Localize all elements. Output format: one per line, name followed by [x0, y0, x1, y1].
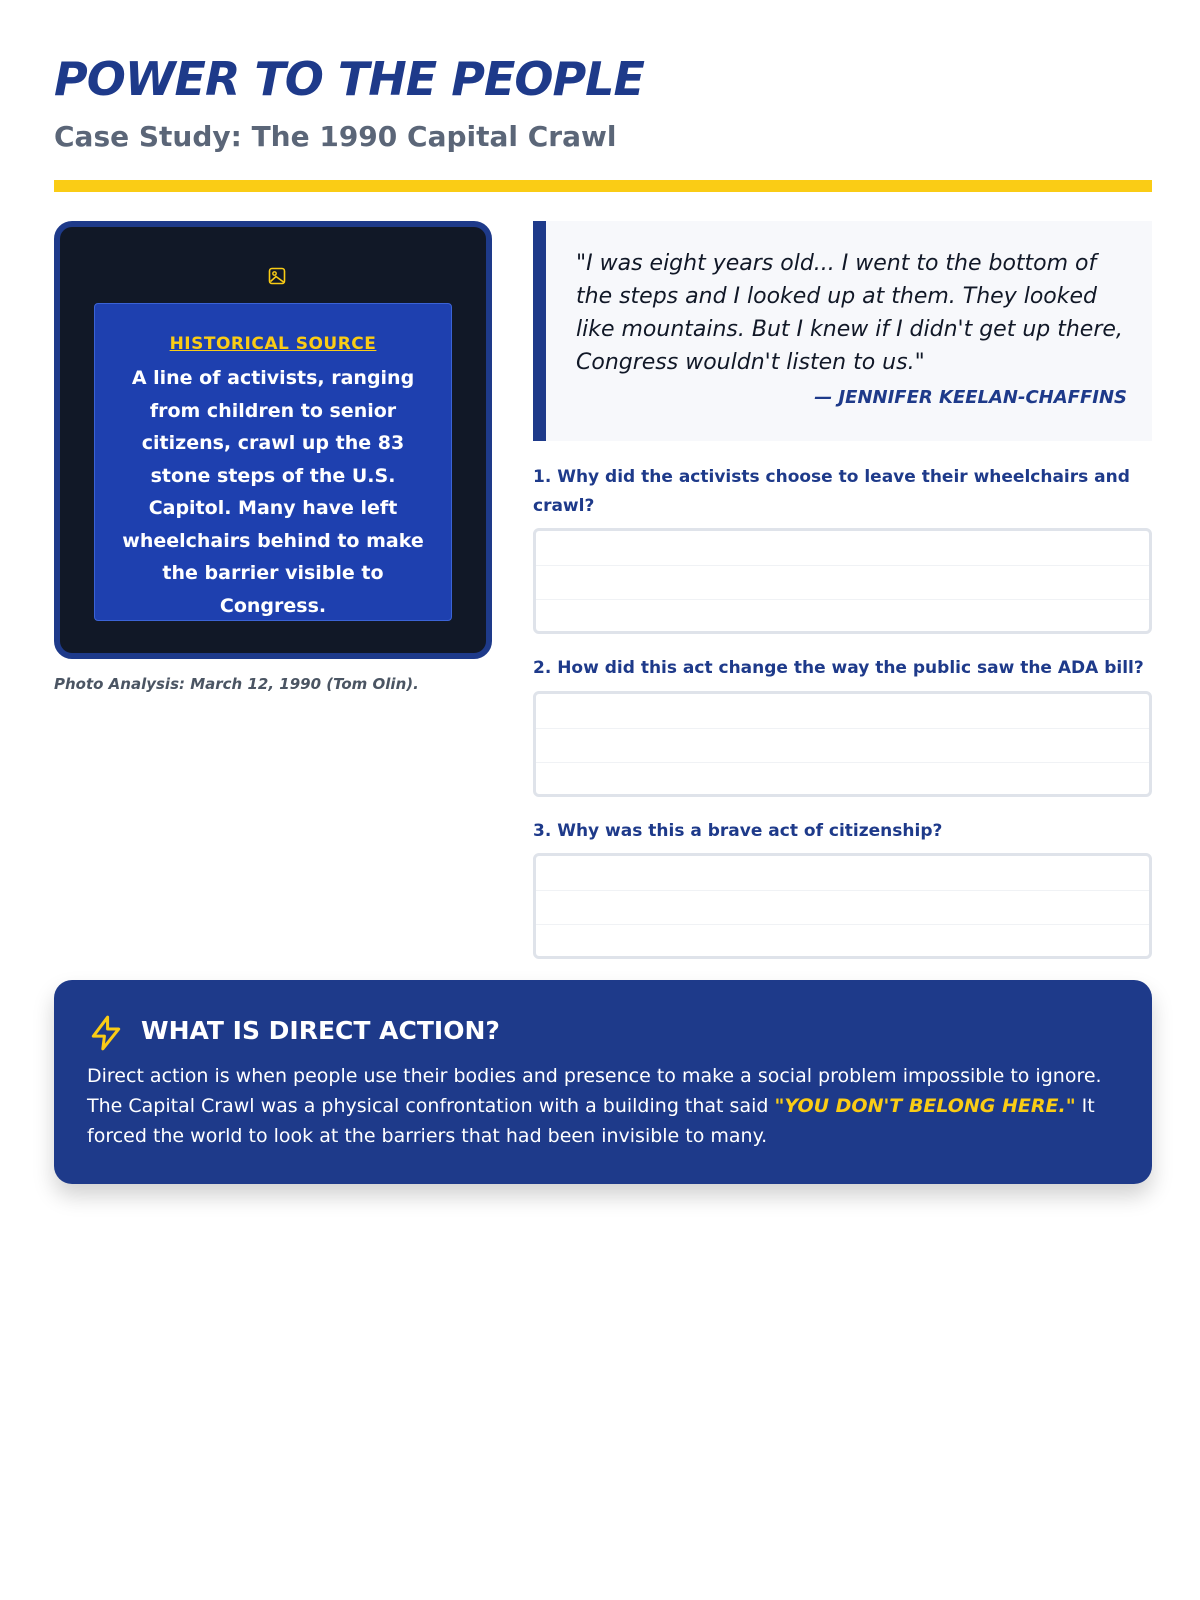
header-divider: [54, 180, 1152, 192]
direct-action-box: [54, 980, 1152, 1184]
question-2: 2. How did this act change the way the public saw the ADA bill?: [533, 658, 1144, 678]
answer-box-2[interactable]: [533, 691, 1152, 797]
answer-line: [536, 565, 1149, 566]
answer-line: [536, 599, 1149, 600]
direct-action-heading: WHAT IS DIRECT ACTION?: [141, 1016, 500, 1045]
historical-source-text: A line of activists, ranging from children to senior citizens, crawl up the 83 stone steps of the U.S. Capitol. Many have left wheelchairs behind to make the barrier visible to Congress.: [122, 367, 424, 617]
page-subtitle: Case Study: The 1990 Capital Crawl: [54, 120, 617, 153]
direct-action-text-end: It forced the world to look at the barriers that had been invisible to many.: [87, 1095, 1095, 1147]
historical-source-label: HISTORICAL SOURCE: [169, 334, 377, 354]
answer-line: [536, 728, 1149, 729]
answer-box-3[interactable]: [533, 853, 1152, 959]
lightning-bolt-icon: [87, 1014, 125, 1052]
direct-action-highlight: "YOU DON'T BELONG HERE.": [774, 1095, 1076, 1117]
photo-caption: Photo Analysis: March 12, 1990 (Tom Olin).: [54, 675, 419, 693]
image-icon: [268, 267, 286, 285]
historical-source-box: [94, 303, 452, 621]
worksheet-page: [54, 0, 1152, 1600]
photo-card: [54, 221, 492, 659]
direct-action-text: [87, 1061, 1127, 1151]
answer-line: [536, 924, 1149, 925]
answer-box-1[interactable]: [533, 528, 1152, 634]
quote-author: — JENNIFER KEELAN-CHAFFINS: [814, 387, 1127, 408]
answer-line: [536, 890, 1149, 891]
quote-text: "I was eight years old... I went to the bottom of the steps and I looked up at them. They looked like mountains. But I knew if I didn't get up there, Congress wouldn't listen to us.": [576, 251, 1123, 375]
answer-line: [536, 762, 1149, 763]
page-title: POWER TO THE PEOPLE: [54, 52, 644, 106]
direct-action-text-start: Direct action is when people use their bodies and presence to make a social problem impossible to ignore. The Capital Crawl was a physical confrontation with a building that said: [87, 1065, 1102, 1117]
question-3: 3. Why was this a brave act of citizenship?: [533, 821, 943, 841]
quote-box: [533, 221, 1152, 441]
question-1: 1. Why did the activists choose to leave their wheelchairs and crawl?: [533, 467, 1130, 516]
